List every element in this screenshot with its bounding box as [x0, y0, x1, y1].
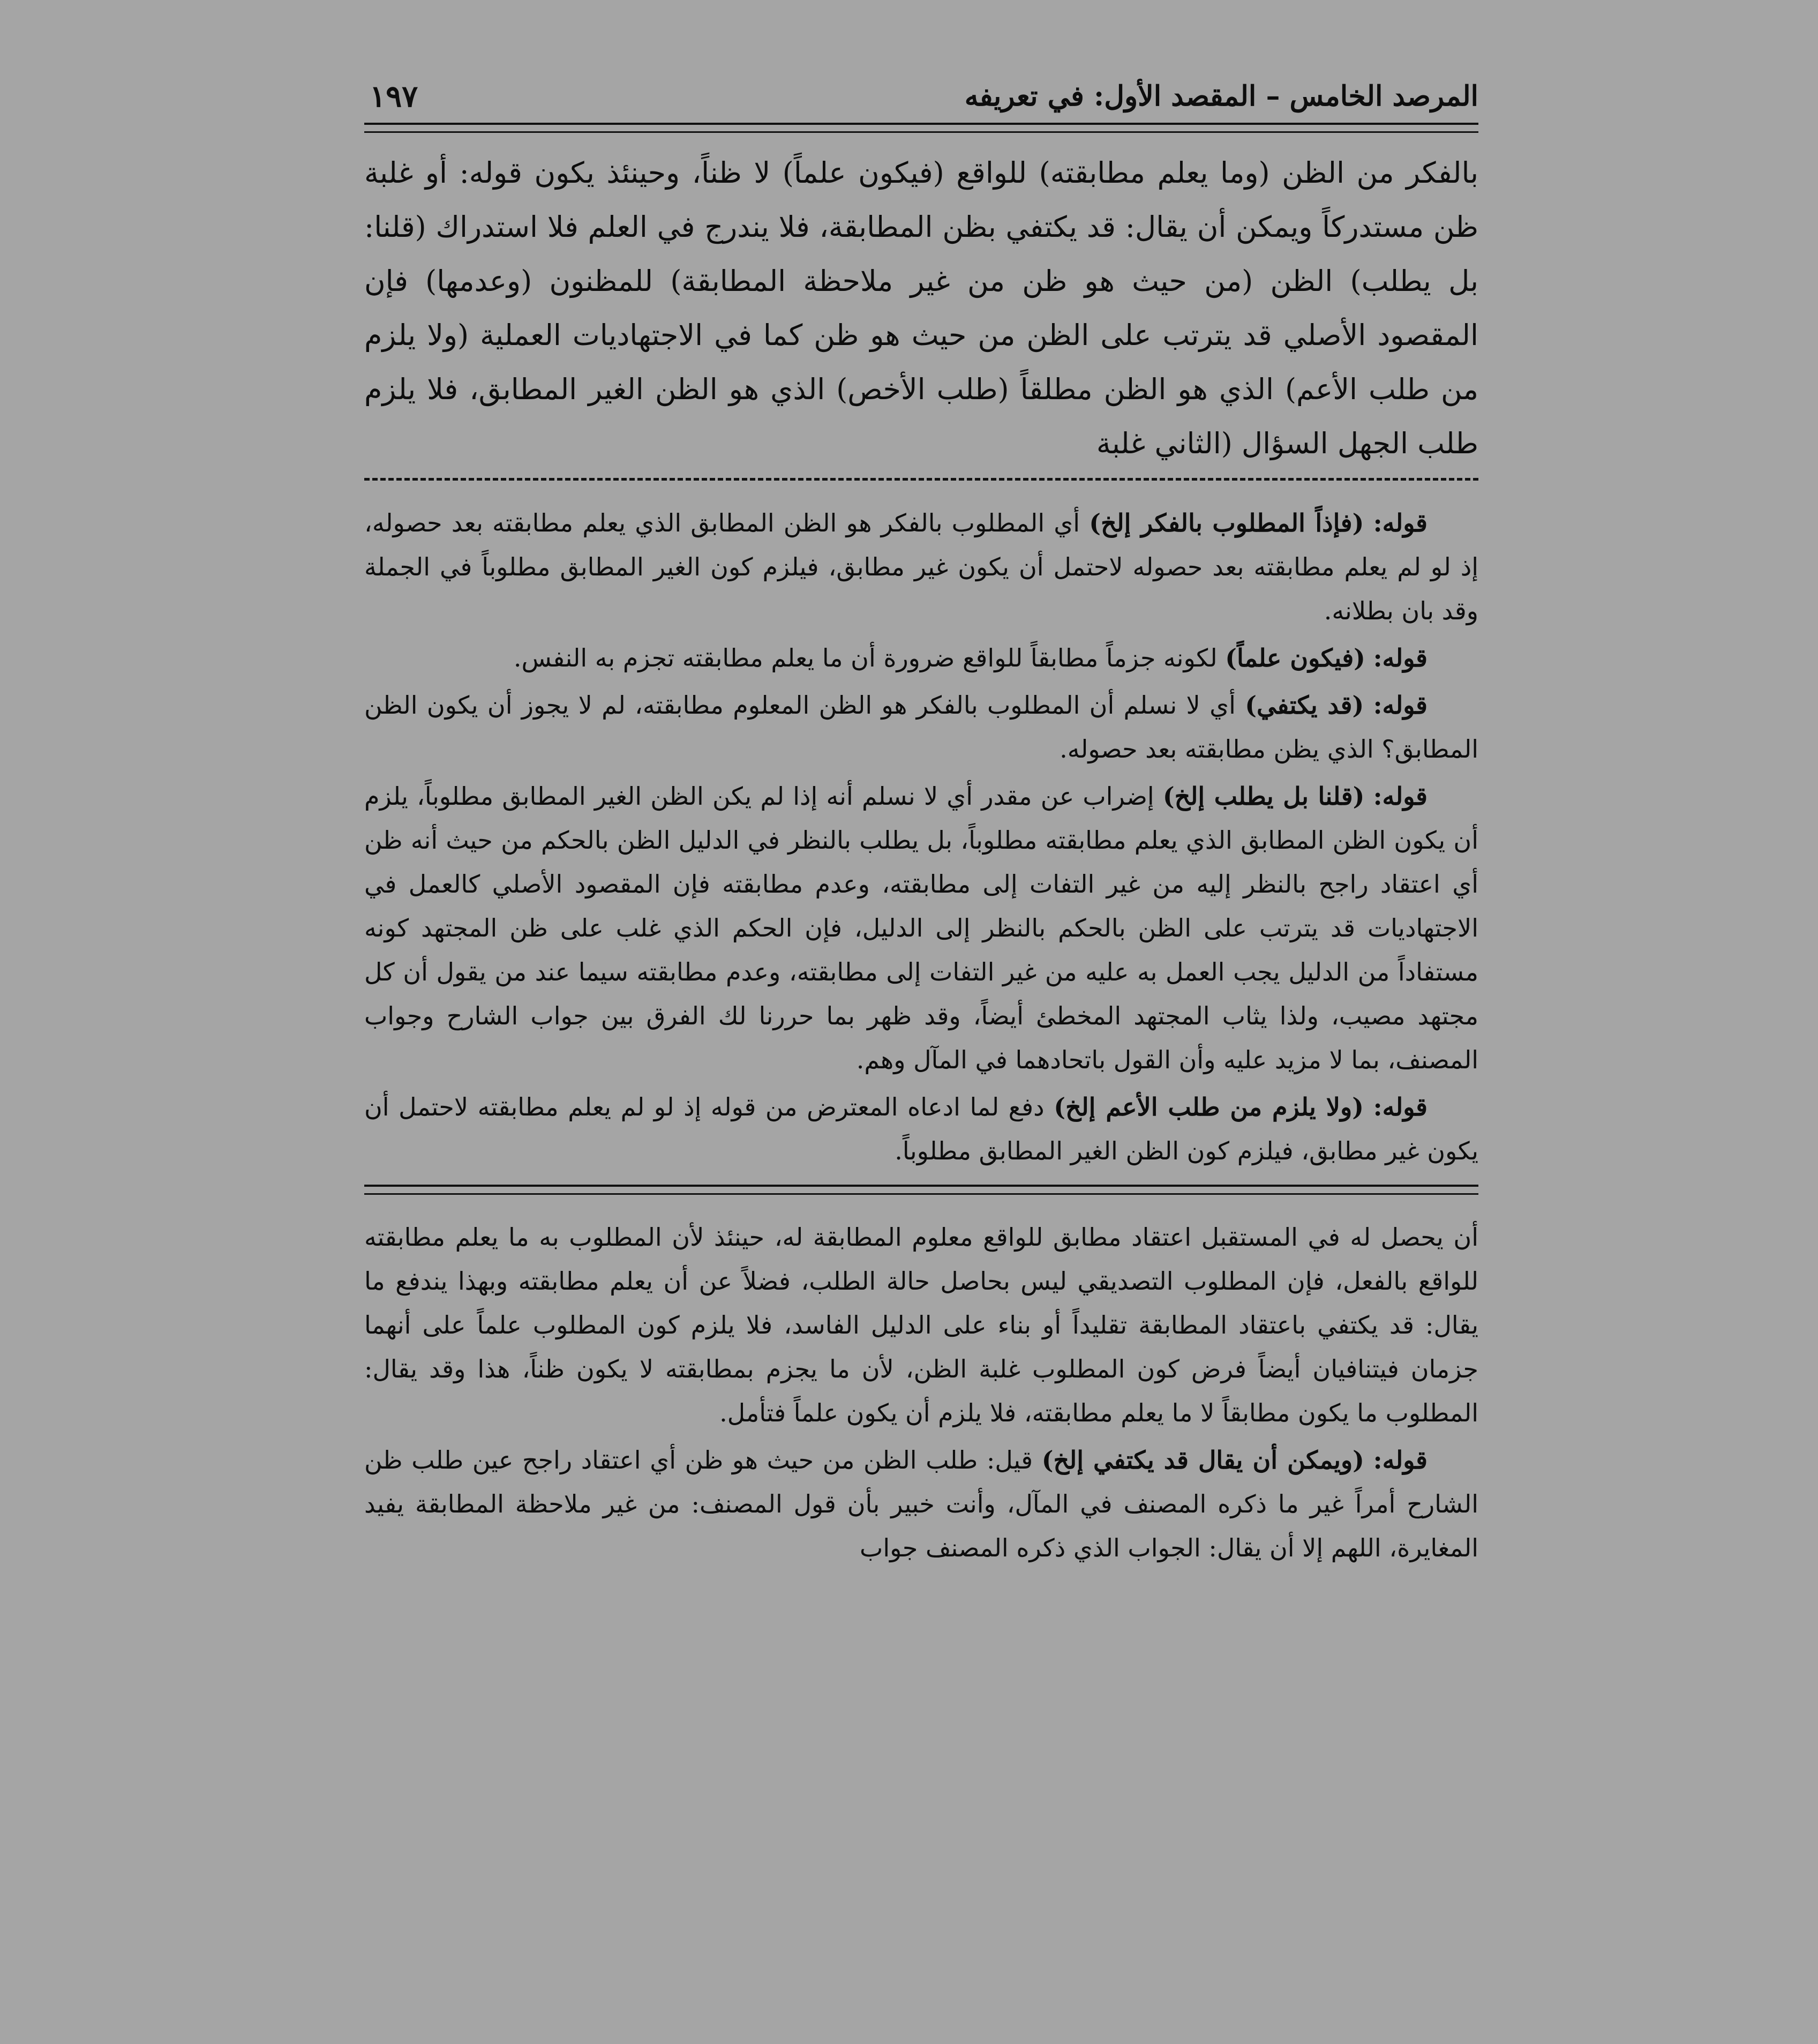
gloss-quote: (فيكون علماً): [1225, 643, 1365, 672]
gloss-paragraph: [364, 501, 1478, 633]
main-text: بالفكر من الظن (وما يعلم مطابقته) للواقع (فيكون علماً) لا ظناً، وحينئذ يكون قوله: أو غلبة ظن مستدركاً ويمكن أن يقال: قد يكتفي بظن المطابقة، فلا يندرج في العلم فلا استدراك (قلنا: بل يطلب) الظن (من حيث هو ظن من غير ملاحظة المطابقة) للمظنون (وعدمها) فإن المقصود الأصلي قد يترتب على الظن من حيث هو ظن كما في الاجتهاديات العملية (ولا يلزم من طلب الأعم) الذي هو الظن مطلقاً (طلب الأخص) الذي هو الظن الغير المطابق، فلا يلزم طلب الجهل السؤال (الثاني غلبة: [364, 156, 1478, 460]
running-title: المرصد الخامس – المقصد الأول: في تعريفه: [964, 80, 1478, 113]
gloss-body: أي لا نسلم أن المطلوب بالفكر هو الظن المعلوم مطابقته، لم لا يجوز أن يكون الظن المطابق؟ الذي يظن مطابقته بعد حصوله.: [364, 691, 1478, 763]
gloss-body: قيل: طلب الظن من حيث هو ظن أي اعتقاد راجح عين طلب ظن الشارح أمراً غير ما ذكره المصنف في المآل، وأنت خبير بأن قول المصنف: من غير ملاحظة المطابقة يفيد المغايرة، اللهم إلا أن يقال: الجواب الذي ذكره المصنف جواب: [364, 1446, 1478, 1562]
dashed-separator: [364, 478, 1478, 481]
gloss-lead: قوله:: [1373, 643, 1428, 672]
gloss-quote: (ويمكن أن يقال قد يكتفي إلخ): [1041, 1446, 1364, 1474]
gloss-quote: (قلنا بل يطلب إلخ): [1162, 782, 1365, 811]
gloss-lead: قوله:: [1373, 691, 1428, 720]
gloss-paragraph: [364, 1085, 1478, 1173]
document-page: [364, 72, 1478, 1573]
gloss-body: لكونه جزماً مطابقاً للواقع ضرورة أن ما يعلم مطابقته تجزم به النفس.: [513, 643, 1218, 672]
gloss-lead: قوله:: [1373, 1092, 1428, 1121]
gloss-lead: قوله:: [1373, 782, 1428, 811]
gloss-paragraph: [364, 636, 1478, 680]
page-header: [364, 72, 1478, 121]
continuation-paragraph: أن يحصل له في المستقبل اعتقاد مطابق للواقع معلوم المطابقة له، حينئذ لأن المطلوب به ما يعلم مطابقته للواقع بالفعل، فإن المطلوب التصديقي ليس بحاصل حالة الطلب، فضلاً عن أن يعلم مطابقته وبهذا يندفع ما يقال: قد يكتفي باعتقاد المطابقة تقليداً أو بناء على الدليل الفاسد، فلا يلزم كون المطلوب علماً على أنهما جزمان فيتنافيان أيضاً فرض كون المطلوب غلبة الظن، لأن ما يجزم بمطابقته لا يكون ظناً، هذا وقد يقال: المطلوب ما يكون مطابقاً لا ما يعلم مطابقته، فلا يلزم أن يكون علماً فتأمل.: [364, 1223, 1478, 1427]
lower-section: [364, 1215, 1478, 1570]
gloss-paragraph: [364, 1438, 1478, 1570]
gloss-lead: قوله:: [1373, 508, 1428, 537]
gloss-body: أي المطلوب بالفكر هو الظن المطابق الذي يعلم مطابقته بعد حصوله، إذ لو لم يعلم مطابقته بعد حصوله لاحتمل أن يكون غير مطابق، فيلزم كون الغير المطابق مطلوباً في الجملة وقد بان بطلانه.: [364, 508, 1478, 625]
main-text-block: [364, 146, 1478, 470]
gloss-quote: (ولا يلزم من طلب الأعم إلخ): [1054, 1092, 1364, 1121]
glosses-section: [364, 501, 1478, 1173]
gloss-body: دفع لما ادعاه المعترض من قوله إذ لو لم يعلم مطابقته لاحتمل أن يكون غير مطابق، فيلزم كون الظن الغير المطابق مطلوباً.: [364, 1092, 1478, 1165]
header-double-rule: [364, 123, 1478, 133]
gloss-quote: (فإذاً المطلوب بالفكر إلخ): [1089, 508, 1364, 537]
page-number: ١٩٧: [370, 79, 418, 114]
gloss-body: إضراب عن مقدر أي لا نسلم أنه إذا لم يكن الظن الغير المطابق مطلوباً، يلزم أن يكون الظن المطابق الذي يعلم مطابقته مطلوباً، بل يطلب بالنظر في الدليل الظن بالحكم من حيث أنه ظن أي اعتقاد راجح بالنظر إليه من غير التفات إلى مطابقته، وعدم مطابقته فإن المقصود الأصلي كالعمل في الاجتهاديات قد يترتب على الظن بالحكم بالنظر إلى الدليل، فإن الحكم الذي غلب على ظن المجتهد كونه مستفاداً من الدليل يجب العمل به عليه من غير التفات إلى مطابقته، وعدم مطابقته سيما عند من يقول أن كل مجتهد مصيب، ولذا يثاب المجتهد المخطئ أيضاً، وقد ظهر بما حررنا لك الفرق بين جواب الشارح وجواب المصنف، بما لا مزيد عليه وأن القول باتحادهما في المآل وهم.: [364, 782, 1478, 1074]
section-double-rule: [364, 1185, 1478, 1195]
gloss-paragraph: [364, 683, 1478, 771]
gloss-lead: قوله:: [1373, 1446, 1428, 1474]
gloss-quote: (قد يكتفي): [1245, 691, 1364, 720]
gloss-paragraph: [364, 774, 1478, 1082]
